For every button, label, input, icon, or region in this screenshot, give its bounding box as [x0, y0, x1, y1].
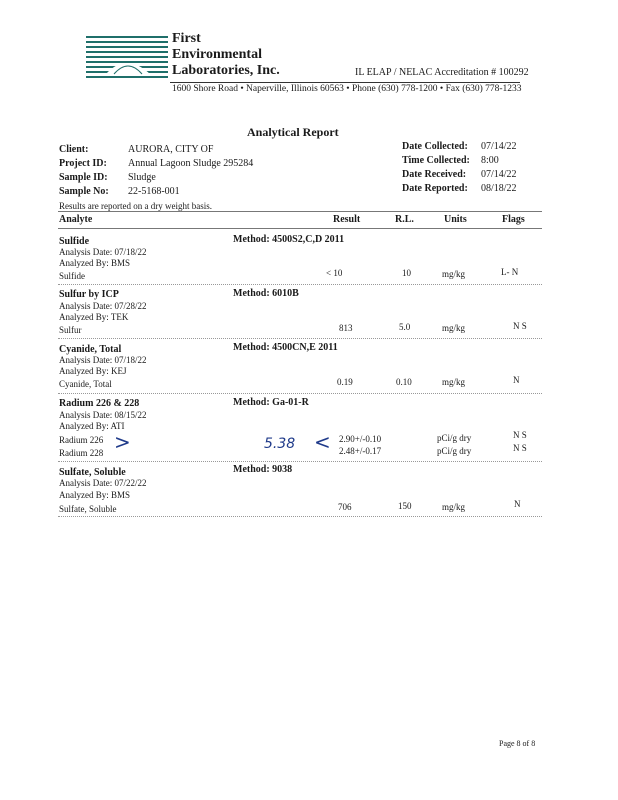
- table-top-rule: [58, 211, 542, 212]
- sulfur-row-flags: N S: [513, 321, 527, 331]
- radium-title: Radium 226 & 228: [59, 398, 140, 409]
- sulfur-row-rl: 5.0: [399, 322, 411, 332]
- time-collected-value: 8:00: [481, 155, 499, 166]
- sulfate-row-name: Sulfate, Soluble: [59, 504, 117, 514]
- cyanide-row-result: 0.19: [337, 377, 353, 387]
- sulfate-row-units: mg/kg: [442, 502, 466, 512]
- cyanide-row-units: mg/kg: [442, 377, 466, 387]
- basis-note: Results are reported on a dry weight basis.: [59, 201, 212, 211]
- sulfur-row-name: Sulfur: [59, 325, 82, 335]
- sulfur-row-result: 813: [339, 323, 353, 333]
- sulfide-row-flags: L- N: [501, 267, 519, 277]
- sulfide-analyzed-by: Analyzed By: BMS: [59, 258, 130, 268]
- company-name-line3: Laboratories, Inc.: [172, 63, 280, 78]
- radium-228-flags: N S: [513, 443, 527, 453]
- sulfide-row-units: mg/kg: [442, 269, 466, 279]
- client-label: Client:: [59, 144, 89, 155]
- sulfide-row-name: Sulfide: [59, 271, 85, 281]
- handwritten-bracket-left: <: [314, 430, 331, 454]
- sulfate-row-rl: 150: [398, 501, 412, 511]
- date-received-value: 07/14/22: [481, 169, 517, 180]
- radium-226-result: 2.90+/-0.10: [339, 434, 382, 444]
- radium-analyzed-by: Analyzed By: ATI: [59, 421, 125, 431]
- radium-228-name: Radium 228: [59, 448, 104, 458]
- project-id-label: Project ID:: [59, 158, 107, 169]
- sulfate-method: Method: 9038: [233, 464, 293, 475]
- sulfur-analyzed-by: Analyzed By: TEK: [59, 312, 129, 322]
- handwritten-bracket-right: >: [114, 430, 131, 454]
- sulfur-title: Sulfur by ICP: [59, 289, 119, 300]
- sulfate-divider: [58, 516, 542, 517]
- radium-divider: [58, 461, 542, 462]
- date-reported-label: Date Reported:: [402, 183, 468, 194]
- sulfate-row-result: 706: [338, 502, 352, 512]
- sample-id-label: Sample ID:: [59, 172, 108, 183]
- radium-226-units: pCi/g dry: [437, 433, 472, 443]
- sulfate-row-flags: N: [514, 499, 521, 509]
- sulfide-divider: [58, 284, 542, 285]
- radium-226-flags: N S: [513, 430, 527, 440]
- sample-no-value: 22-5168-001: [128, 186, 180, 197]
- date-received-label: Date Received:: [402, 169, 467, 180]
- date-reported-value: 08/18/22: [481, 183, 517, 194]
- sulfate-title: Sulfate, Soluble: [59, 467, 126, 478]
- sulfur-divider: [58, 338, 542, 339]
- cyanide-row-name: Cyanide, Total: [59, 379, 112, 389]
- cyanide-analysis-date: Analysis Date: 07/18/22: [59, 355, 147, 365]
- sulfide-analysis-date: Analysis Date: 07/18/22: [59, 247, 147, 257]
- company-address: 1600 Shore Road • Naperville, Illinois 60563 • Phone (630) 778-1200 • Fax (630) 778-1233: [172, 84, 522, 94]
- sample-id-value: Sludge: [128, 172, 156, 183]
- project-id-value: Annual Lagoon Sludge 295284: [128, 158, 254, 169]
- cyanide-row-flags: N: [513, 375, 520, 385]
- col-flags: Flags: [502, 214, 525, 225]
- sulfur-row-units: mg/kg: [442, 323, 466, 333]
- sulfate-analysis-date: Analysis Date: 07/22/22: [59, 478, 147, 488]
- client-value: AURORA, CITY OF: [128, 144, 214, 155]
- sulfide-row-result: < 10: [326, 268, 343, 278]
- sulfide-method: Method: 4500S2,C,D 2011: [233, 234, 345, 245]
- report-title: Analytical Report: [247, 125, 339, 139]
- col-units: Units: [444, 214, 467, 225]
- radium-analysis-date: Analysis Date: 08/15/22: [59, 410, 147, 420]
- sample-no-label: Sample No:: [59, 186, 109, 197]
- table-header-rule: [58, 228, 542, 229]
- sulfate-analyzed-by: Analyzed By: BMS: [59, 490, 130, 500]
- sulfide-title: Sulfide: [59, 236, 90, 247]
- col-analyte: Analyte: [59, 214, 93, 225]
- cyanide-row-rl: 0.10: [396, 377, 412, 387]
- accreditation: IL ELAP / NELAC Accreditation # 100292: [355, 67, 529, 78]
- page-number: Page 8 of 8: [499, 739, 536, 748]
- radium-method: Method: Ga-01-R: [233, 397, 309, 408]
- sulfur-method: Method: 6010B: [233, 288, 299, 299]
- col-result: Result: [333, 214, 361, 225]
- cyanide-analyzed-by: Analyzed By: KEJ: [59, 366, 127, 376]
- sulfur-analysis-date: Analysis Date: 07/28/22: [59, 301, 147, 311]
- sulfide-row-rl: 10: [402, 268, 411, 278]
- company-name-line2: Environmental: [172, 47, 262, 62]
- cyanide-title: Cyanide, Total: [59, 344, 122, 355]
- header-rule: [170, 82, 520, 83]
- radium-226-name: Radium 226: [59, 435, 104, 445]
- col-rl: R.L.: [395, 214, 414, 225]
- date-collected-value: 07/14/22: [481, 141, 517, 152]
- company-logo: [86, 34, 168, 80]
- cyanide-method: Method: 4500CN,E 2011: [233, 342, 338, 353]
- radium-228-result: 2.48+/-0.17: [339, 446, 382, 456]
- date-collected-label: Date Collected:: [402, 141, 468, 152]
- radium-228-units: pCi/g dry: [437, 446, 472, 456]
- cyanide-divider: [58, 393, 542, 394]
- company-name-line1: First: [172, 31, 201, 46]
- handwritten-total: 5.38: [264, 436, 296, 452]
- time-collected-label: Time Collected:: [402, 155, 470, 166]
